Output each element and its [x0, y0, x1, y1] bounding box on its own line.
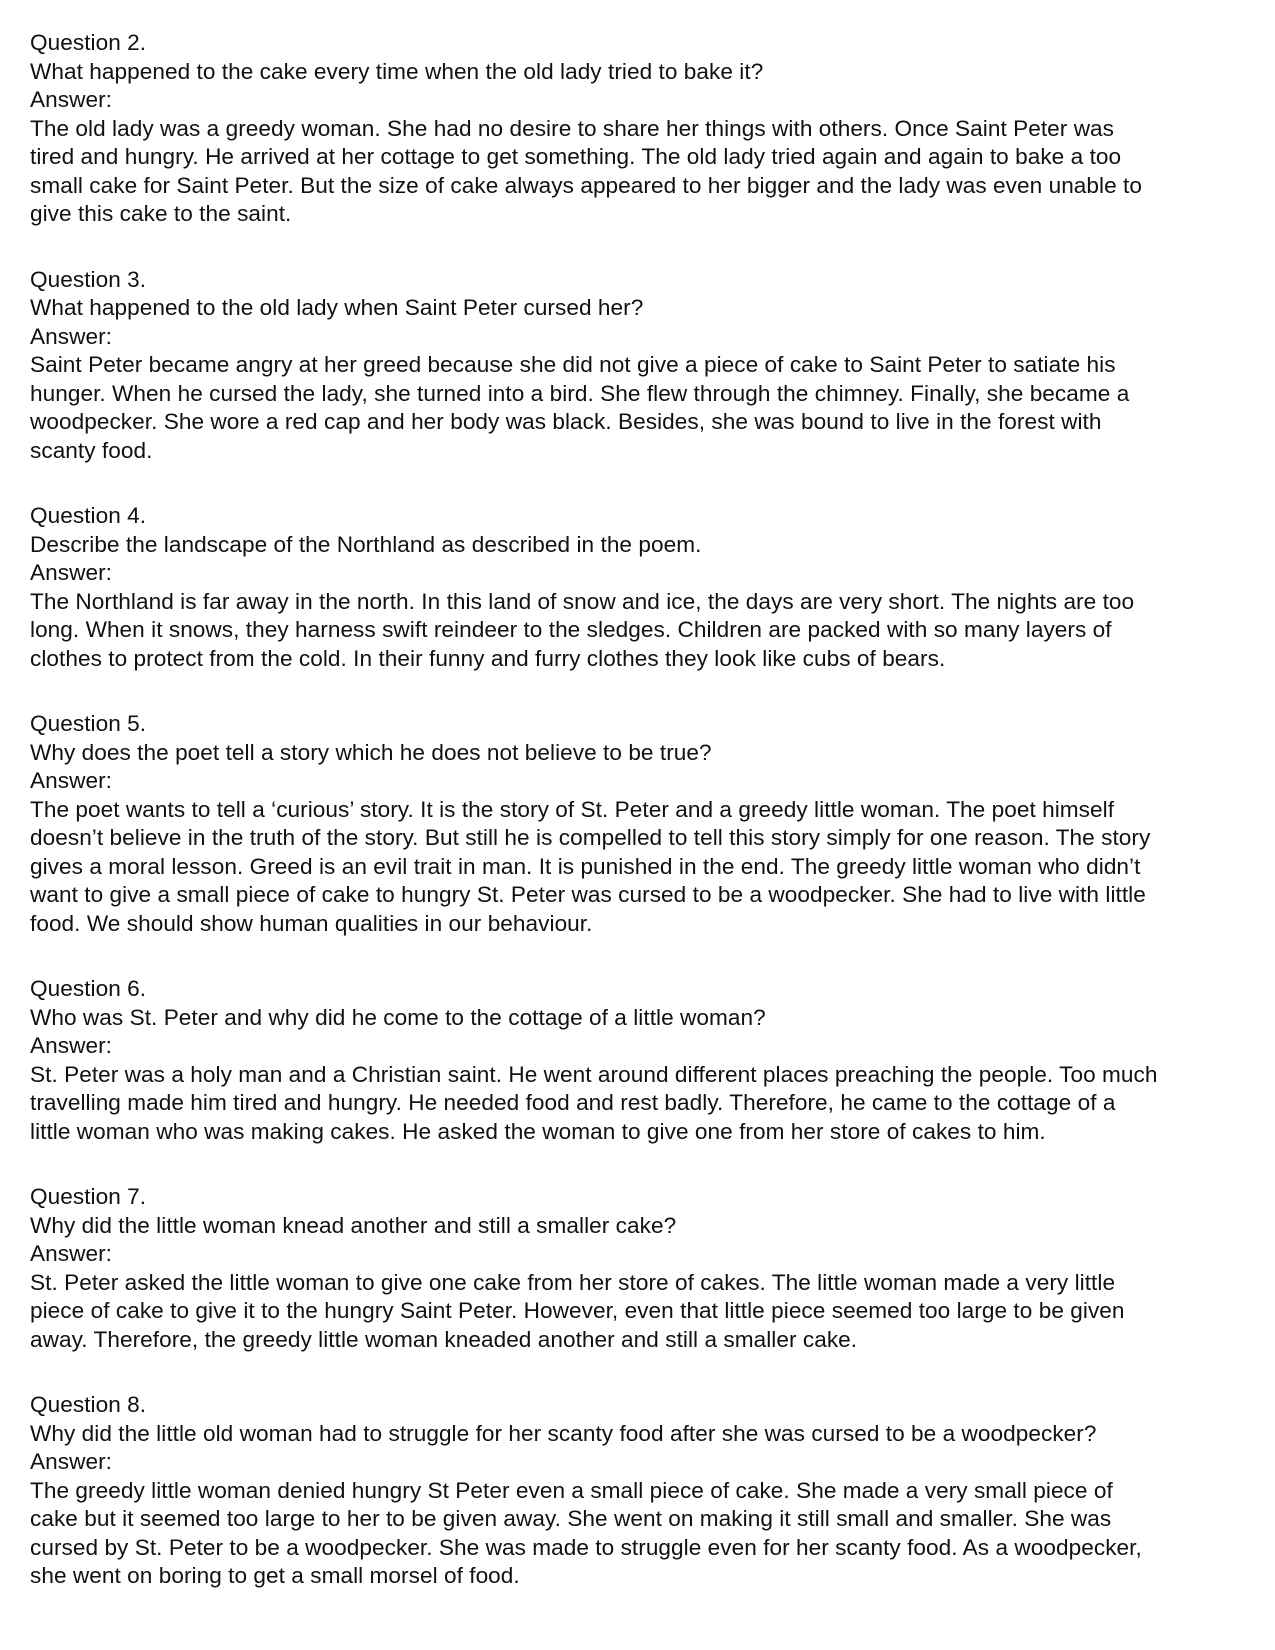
answer-label: Answer: — [30, 768, 112, 793]
answer-line: doesn’t believe in the truth of the story. But still he is compelled to tell this story simply for one reason. The story — [30, 825, 1151, 850]
answer-line: piece of cake to give it to the hungry Saint Peter. However, even that little piece seemed too large to be given — [30, 1298, 1125, 1323]
qa-block-question-7 — [30, 1183, 1268, 1354]
answer-line: hunger. When he cursed the lady, she turned into a bird. She flew through the chimney. Finally, she became a — [30, 380, 1130, 406]
qa-block-question-5 — [30, 710, 1268, 938]
question-text: What happened to the cake every time when the old lady tried to bake it? — [30, 58, 764, 84]
question-heading: Question 4. — [30, 503, 147, 528]
answer-line: clothes to protect from the cold. In their funny and furry clothes they look like cubs of bears. — [30, 645, 946, 671]
answer-label: Answer: — [30, 1033, 112, 1058]
answer-line: tired and hungry. He arrived at her cottage to get something. The old lady tried again and again to bake a too — [30, 144, 1122, 169]
question-heading: Question 5. — [30, 711, 147, 736]
answer-label: Answer: — [30, 87, 112, 112]
answer-line: The old lady was a greedy woman. She had no desire to share her things with others. Once Saint Peter was — [30, 115, 1115, 141]
answer-line: she went on boring to get a small morsel of food. — [30, 1563, 520, 1588]
answer-line: cursed by St. Peter to be a woodpecker. She was made to struggle even for her scanty food. As a woodpecker, — [30, 1534, 1142, 1560]
qa-block-question-2 — [30, 29, 1268, 229]
qa-block-question-8 — [30, 1391, 1268, 1591]
answer-text — [30, 115, 1268, 229]
answer-text — [30, 1477, 1268, 1591]
qa-block-question-4 — [30, 502, 1268, 673]
answer-line: long. When it snows, they harness swift reindeer to the sledges. Children are packed with so many layers of — [30, 617, 1112, 642]
answer-line: give this cake to the saint. — [30, 201, 292, 226]
answer-line: food. We should show human qualities in our behaviour. — [30, 910, 593, 936]
answer-text — [30, 1061, 1268, 1147]
question-heading: Question 3. — [30, 266, 147, 292]
question-heading: Question 7. — [30, 1184, 147, 1209]
question-text: Describe the landscape of the Northland as described in the poem. — [30, 531, 702, 557]
answer-text — [30, 796, 1268, 939]
answer-label: Answer: — [30, 560, 112, 585]
answer-line: gives a moral lesson. Greed is an evil trait in man. It is punished in the end. The greedy little woman who didn’t — [30, 853, 1141, 879]
answer-line: St. Peter asked the little woman to give one cake from her store of cakes. The little woman made a very little — [30, 1269, 1116, 1295]
answer-line: cake but it seemed too large to her to be given away. She went on making it still small and smaller. She was — [30, 1506, 1112, 1531]
question-text: What happened to the old lady when Saint Peter cursed her? — [30, 295, 644, 320]
answer-line: away. Therefore, the greedy little woman kneaded another and still a smaller cake. — [30, 1326, 858, 1352]
answer-label: Answer: — [30, 1449, 112, 1474]
answer-label: Answer: — [30, 1241, 112, 1266]
question-text: Why does the poet tell a story which he does not believe to be true? — [30, 739, 712, 765]
question-text: Why did the little woman knead another and still a smaller cake? — [30, 1212, 677, 1238]
answer-line: want to give a small piece of cake to hungry St. Peter was cursed to be a woodpecker. She had to live with little — [30, 882, 1146, 907]
answer-text — [30, 1269, 1268, 1355]
answer-line: The poet wants to tell a ‘curious’ story. It is the story of St. Peter and a greedy little woman. The poet himself — [30, 796, 1115, 822]
answer-text — [30, 351, 1268, 465]
answer-line: The greedy little woman denied hungry St Peter even a small piece of cake. She made a very small piece of — [30, 1477, 1113, 1503]
question-heading: Question 8. — [30, 1392, 147, 1417]
answer-text — [30, 588, 1268, 674]
question-text: Why did the little old woman had to struggle for her scanty food after she was cursed to be a woodpecker? — [30, 1420, 1097, 1446]
answer-line: small cake for Saint Peter. But the size of cake always appeared to her bigger and the lady was even unable to — [30, 172, 1142, 198]
answer-label: Answer: — [30, 323, 112, 349]
answer-line: woodpecker. She wore a red cap and her body was black. Besides, she was bound to live in the forest with — [30, 409, 1102, 434]
answer-line: The Northland is far away in the north. In this land of snow and ice, the days are very short. The nights are too — [30, 588, 1135, 614]
qa-block-question-6 — [30, 975, 1268, 1146]
answer-line: Saint Peter became angry at her greed because she did not give a piece of cake to Saint Peter to satiate his — [30, 352, 1116, 377]
qa-block-question-3 — [30, 266, 1268, 466]
answer-line: scanty food. — [30, 437, 153, 463]
answer-line: travelling made him tired and hungry. He needed food and rest badly. Therefore, he came to the cottage of a — [30, 1090, 1116, 1115]
answer-line: little woman who was making cakes. He asked the woman to give one from her store of cakes to him. — [30, 1118, 1046, 1144]
question-text: Who was St. Peter and why did he come to the cottage of a little woman? — [30, 1004, 766, 1030]
question-heading: Question 2. — [30, 30, 147, 55]
document-page — [30, 29, 1268, 1591]
answer-line: St. Peter was a holy man and a Christian saint. He went around different places preaching the people. Too much — [30, 1061, 1158, 1087]
question-heading: Question 6. — [30, 976, 147, 1001]
